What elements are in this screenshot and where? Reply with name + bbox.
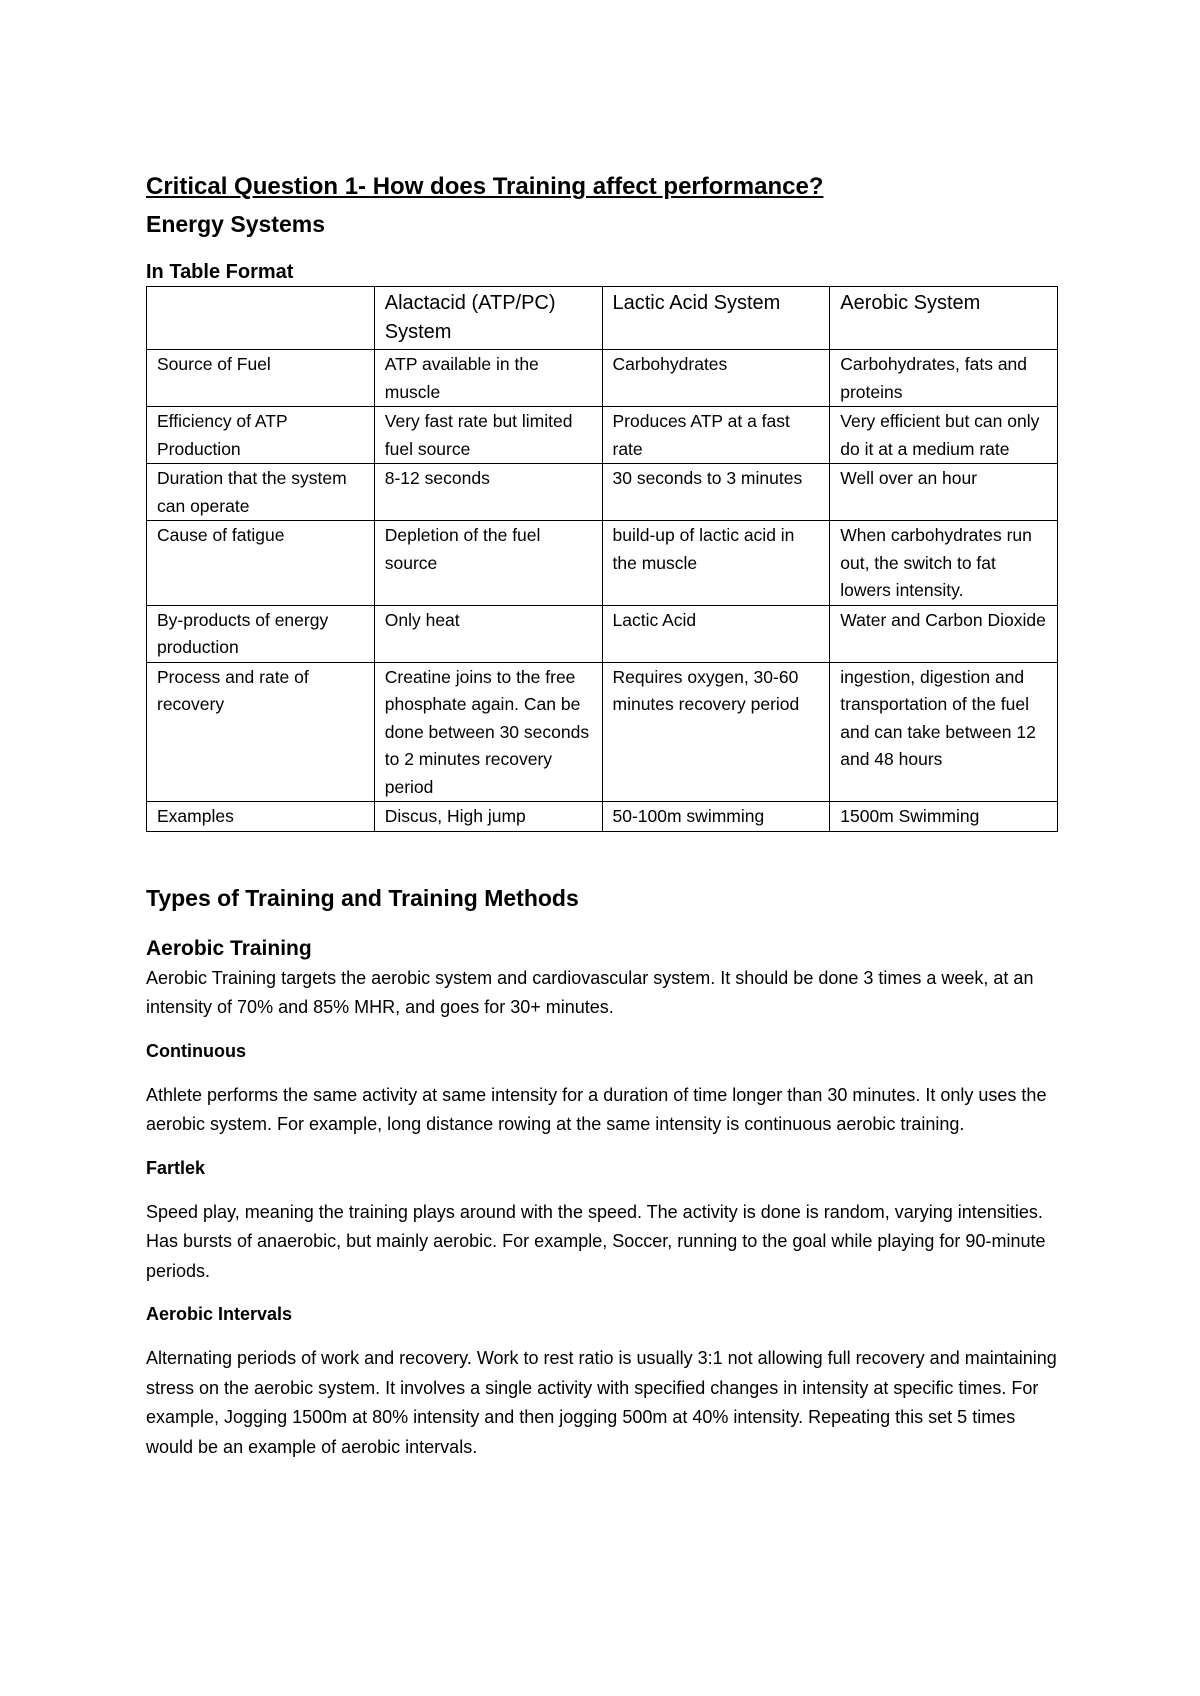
continuous-heading: Continuous xyxy=(146,1040,246,1061)
table-header-cell: Alactacid (ATP/PC) System xyxy=(374,287,602,350)
table-cell: 8-12 seconds xyxy=(374,464,602,521)
table-cell: Carbohydrates, fats and proteins xyxy=(830,350,1058,407)
table-cell: Discus, High jump xyxy=(374,802,602,832)
table-header-cell xyxy=(147,287,375,350)
table-header-cell: Lactic Acid System xyxy=(602,287,830,350)
table-cell: By-products of energy production xyxy=(147,605,375,662)
table-row xyxy=(147,521,1058,606)
aerobic-training-heading: Aerobic Training xyxy=(146,936,312,960)
table-row xyxy=(147,662,1058,802)
table-cell: Very efficient but can only do it at a medium rate xyxy=(830,407,1058,464)
table-row xyxy=(147,802,1058,832)
table-row xyxy=(147,350,1058,407)
table-cell: Well over an hour xyxy=(830,464,1058,521)
table-row xyxy=(147,605,1058,662)
page-title: Critical Question 1- How does Training affect performance? xyxy=(146,173,824,200)
aerobic-training-paragraph: Aerobic Training targets the aerobic system and cardiovascular system. It should be done 3 times a week, at an intensity of 70% and 85% MHR, and goes for 30+ minutes. xyxy=(146,967,1034,1017)
table-cell: Lactic Acid xyxy=(602,605,830,662)
table-cell: Depletion of the fuel source xyxy=(374,521,602,606)
table-cell: ATP available in the muscle xyxy=(374,350,602,407)
fartlek-heading: Fartlek xyxy=(146,1157,206,1178)
fartlek-paragraph: Speed play, meaning the training plays around with the speed. The activity is done is random, varying intensities. Has bursts of anaerobic, but mainly aerobic. For example, Soccer, running to the goal while playing for 90-minute periods. xyxy=(146,1201,1046,1281)
table-format-heading: In Table Format xyxy=(146,261,294,283)
table-cell: Requires oxygen, 30-60 minutes recovery period xyxy=(602,662,830,802)
table-cell: When carbohydrates run out, the switch to fat lowers intensity. xyxy=(830,521,1058,606)
table-row xyxy=(147,407,1058,464)
table-cell: Water and Carbon Dioxide xyxy=(830,605,1058,662)
continuous-paragraph: Athlete performs the same activity at same intensity for a duration of time longer than 30 minutes. It only uses the aerobic system. For example, long distance rowing at the same intensity is continuous aerobic training. xyxy=(146,1084,1047,1134)
table-cell: Examples xyxy=(147,802,375,832)
energy-systems-heading: Energy Systems xyxy=(146,211,325,237)
table-cell: Creatine joins to the free phosphate again. Can be done between 30 seconds to 2 minutes recovery period xyxy=(374,662,602,802)
aerobic-intervals-heading: Aerobic Intervals xyxy=(146,1304,293,1324)
table-header-row xyxy=(147,287,1058,350)
document-content xyxy=(146,170,1058,1462)
aerobic-intervals-paragraph: Alternating periods of work and recovery. Work to rest ratio is usually 3:1 not allowing full recovery and maintaining stress on the aerobic system. It involves a single activity with specified changes in intensity at specific times. For example, Jogging 1500m at 80% intensity and then jogging 500m at 40% intensity. Repeating this set 5 times would be an example of aerobic intervals. xyxy=(146,1348,1057,1457)
training-types-heading: Types of Training and Training Methods xyxy=(146,884,579,911)
energy-systems-table xyxy=(146,286,1058,832)
table-row xyxy=(147,464,1058,521)
table-cell: 30 seconds to 3 minutes xyxy=(602,464,830,521)
table-cell: ingestion, digestion and transportation of the fuel and can take between 12 and 48 hours xyxy=(830,662,1058,802)
table-cell: Efficiency of ATP Production xyxy=(147,407,375,464)
table-cell: Source of Fuel xyxy=(147,350,375,407)
table-cell: 1500m Swimming xyxy=(830,802,1058,832)
table-cell: Cause of fatigue xyxy=(147,521,375,606)
table-cell: Duration that the system can operate xyxy=(147,464,375,521)
table-cell: Process and rate of recovery xyxy=(147,662,375,802)
table-cell: Produces ATP at a fast rate xyxy=(602,407,830,464)
table-cell: build-up of lactic acid in the muscle xyxy=(602,521,830,606)
table-cell: 50-100m swimming xyxy=(602,802,830,832)
table-cell: Very fast rate but limited fuel source xyxy=(374,407,602,464)
table-cell: Carbohydrates xyxy=(602,350,830,407)
table-header-cell: Aerobic System xyxy=(830,287,1058,350)
table-cell: Only heat xyxy=(374,605,602,662)
